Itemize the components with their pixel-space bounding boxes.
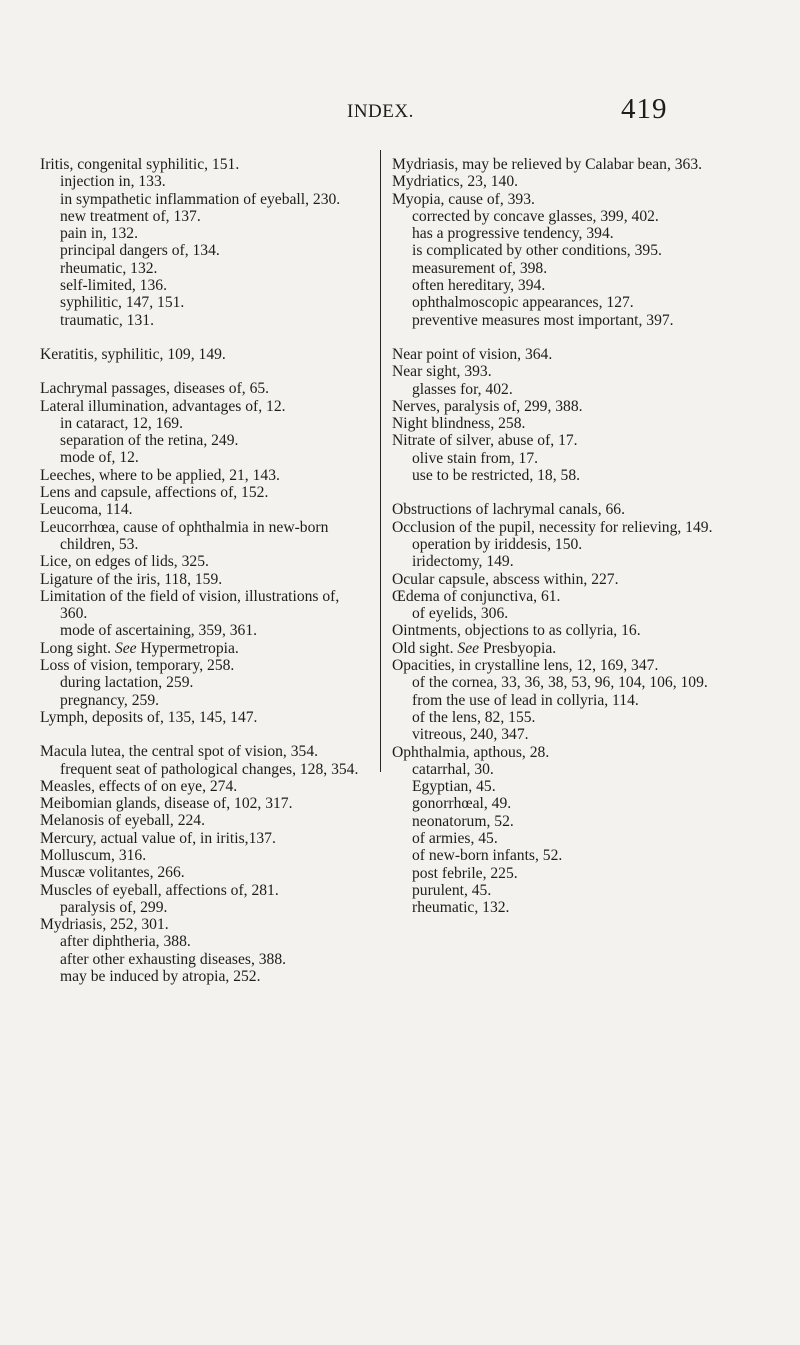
entry-text: often hereditary, 394.: [412, 277, 546, 295]
entry-text: paralysis of, 299.: [60, 898, 168, 916]
entry-text: Loss of vision, temporary, 258.: [40, 657, 235, 675]
entry-text: Œdema of conjunctiva, 61.: [392, 587, 561, 605]
index-subentry: [392, 605, 720, 622]
entry-text: Limitation of the field of vision, illustrations of, 360.: [40, 587, 340, 623]
entry-text: Egyptian, 45.: [412, 778, 496, 796]
entry-text: mode of ascertaining, 359, 361.: [60, 622, 258, 640]
entry-text: corrected by concave glasses, 399, 402.: [412, 207, 659, 225]
entry-text: injection in, 133.: [60, 173, 166, 191]
index-subentry: [392, 381, 720, 398]
entry-text: pregnancy, 259.: [60, 691, 160, 709]
index-subentry: [392, 692, 720, 709]
index-column-left: [40, 156, 365, 985]
entry-text: principal dangers of, 134.: [60, 242, 220, 260]
index-entry: [40, 398, 365, 415]
index-subentry: [40, 449, 365, 466]
index-subentry: [392, 830, 720, 847]
index-subentry: [392, 899, 720, 916]
index-subentry: [40, 951, 365, 968]
entry-text: of the cornea, 33, 36, 38, 53, 96, 104, 106, 109.: [412, 674, 708, 692]
entry-text: of armies, 45.: [412, 829, 498, 847]
index-entry: [392, 415, 720, 432]
entry-text: Opacities, in crystalline lens, 12, 169, 347.: [392, 657, 659, 675]
index-subentry: [392, 225, 720, 242]
index-subentry: [392, 294, 720, 311]
entry-text: is complicated by other conditions, 395.: [412, 242, 662, 260]
entry-text: Mydriatics, 23, 140.: [392, 173, 519, 191]
index-entry: [40, 571, 365, 588]
entry-text: catarrhal, 30.: [412, 760, 494, 778]
index-subentry: [392, 726, 720, 743]
index-subentry: [392, 242, 720, 259]
index-subentry: [392, 865, 720, 882]
index-entry: [40, 882, 365, 899]
entry-text: purulent, 45.: [412, 881, 492, 899]
entry-text: Myopia, cause of, 393.: [392, 190, 535, 208]
index-entry: [40, 812, 365, 829]
index-entry: [40, 657, 365, 674]
index-entry: [40, 795, 365, 812]
entry-text: has a progressive tendency, 394.: [412, 225, 614, 243]
entry-text: post febrile, 225.: [412, 864, 518, 882]
entry-text: Ophthalmia, apthous, 28.: [392, 743, 550, 761]
entry-text: Keratitis, syphilitic, 109, 149.: [40, 345, 226, 363]
entry-text: after other exhausting diseases, 388.: [60, 950, 287, 968]
cross-reference-target: Presbyopia.: [482, 639, 557, 657]
index-column-right: [392, 156, 720, 916]
index-subentry: [40, 294, 365, 311]
entry-text: use to be restricted, 18, 58.: [412, 467, 581, 485]
index-entry: [40, 519, 365, 554]
index-entry: [392, 173, 720, 190]
index-entry: [392, 432, 720, 449]
page-number: 419: [621, 93, 668, 125]
index-subentry: [40, 692, 365, 709]
index-entry: [40, 467, 365, 484]
index-subentry: [40, 191, 365, 208]
index-subentry: [40, 312, 365, 329]
entry-text: Lens and capsule, affections of, 152.: [40, 484, 269, 502]
index-subentry: [40, 761, 365, 778]
entry-text: preventive measures most important, 397.: [412, 311, 674, 329]
entry-text: pain in, 132.: [60, 225, 138, 243]
entry-text: operation by iriddesis, 150.: [412, 535, 583, 553]
index-subentry: [40, 899, 365, 916]
entry-text: Nitrate of silver, abuse of, 17.: [392, 432, 578, 450]
page-header: [0, 93, 800, 133]
index-entry: [40, 380, 365, 397]
index-subentry: [392, 260, 720, 277]
index-entry: [40, 346, 365, 363]
index-entry: [40, 484, 365, 501]
entry-text: of eyelids, 306.: [412, 605, 509, 623]
index-subentry: [40, 242, 365, 259]
entry-text: Nerves, paralysis of, 299, 388.: [392, 397, 583, 415]
entry-text: Iritis, congenital syphilitic, 151.: [40, 156, 240, 173]
index-subentry: [392, 847, 720, 864]
index-entry: [40, 588, 365, 623]
entry-text: Ligature of the iris, 118, 159.: [40, 570, 223, 588]
index-subentry: [392, 761, 720, 778]
index-entry: [40, 916, 365, 933]
entry-text: Melanosis of eyeball, 224.: [40, 812, 205, 830]
entry-text: gonorrhœal, 49.: [412, 795, 512, 813]
column-divider: [380, 150, 381, 772]
index-entry: [40, 778, 365, 795]
entry-text: measurement of, 398.: [412, 259, 548, 277]
index-subentry: [40, 260, 365, 277]
entry-text: neonatorum, 52.: [412, 812, 514, 830]
index-subentry: [392, 536, 720, 553]
running-head: INDEX.: [347, 101, 414, 122]
index-entry: [392, 588, 720, 605]
entry-text: Mydriasis, 252, 301.: [40, 916, 169, 934]
entry-text: Muscles of eyeball, affections of, 281.: [40, 881, 279, 899]
index-subentry: [392, 312, 720, 329]
index-entry: [392, 156, 720, 173]
entry-text: Near point of vision, 364.: [392, 345, 553, 363]
index-entry: [40, 830, 365, 847]
index-entry: [392, 571, 720, 588]
index-entry: [40, 709, 365, 726]
see-reference: See: [114, 639, 137, 657]
index-entry: [392, 622, 720, 639]
index-subentry: [40, 432, 365, 449]
entry-text: Ocular capsule, abscess within, 227.: [392, 570, 619, 588]
cross-reference-target: Hypermetropia.: [140, 639, 239, 657]
index-subentry: [392, 450, 720, 467]
index-entry: [40, 553, 365, 570]
index-subentry: [40, 933, 365, 950]
index-entry: [392, 191, 720, 208]
index-entry: [392, 501, 720, 518]
entry-text: Muscæ volitantes, 266.: [40, 864, 185, 882]
entry-text: after diphtheria, 388.: [60, 933, 191, 951]
index-entry: [40, 743, 365, 760]
index-entry: [40, 640, 365, 657]
index-subentry: [40, 173, 365, 190]
index-entry: [392, 657, 720, 674]
entry-text: Lice, on edges of lids, 325.: [40, 553, 209, 571]
index-subentry: [40, 415, 365, 432]
index-subentry: [392, 778, 720, 795]
entry-text: of new-born infants, 52.: [412, 847, 563, 865]
entry-text: frequent seat of pathological changes, 128, 354.: [60, 760, 359, 778]
entry-text: mode of, 12.: [60, 449, 139, 467]
index-entry: [40, 501, 365, 518]
index-subentry: [40, 622, 365, 639]
entry-text: Near sight, 393.: [392, 363, 492, 381]
index-entry: [392, 519, 720, 536]
see-reference: See: [457, 639, 480, 657]
index-subentry: [40, 674, 365, 691]
entry-text: Meibomian glands, disease of, 102, 317.: [40, 795, 293, 813]
index-subentry: [40, 225, 365, 242]
entry-text: traumatic, 131.: [60, 311, 154, 329]
index-entry: [392, 640, 720, 657]
entry-text: from the use of lead in collyria, 114.: [412, 691, 639, 709]
entry-text: Lymph, deposits of, 135, 145, 147.: [40, 708, 258, 726]
index-subentry: [392, 813, 720, 830]
entry-text: Lateral illumination, advantages of, 12.: [40, 397, 286, 415]
index-subentry: [392, 208, 720, 225]
entry-text: Night blindness, 258.: [392, 415, 526, 433]
index-subentry: [392, 553, 720, 570]
entry-text: Molluscum, 316.: [40, 846, 147, 864]
entry-text: Old sight.: [392, 639, 454, 657]
entry-text: in cataract, 12, 169.: [60, 414, 183, 432]
entry-text: Leucorrhœa, cause of ophthalmia in new-born children, 53.: [40, 518, 329, 553]
entry-text: Measles, effects of on eye, 274.: [40, 777, 238, 795]
index-subentry: [40, 208, 365, 225]
entry-text: new treatment of, 137.: [60, 207, 201, 225]
entry-text: ophthalmoscopic appearances, 127.: [412, 294, 634, 312]
index-subentry: [392, 277, 720, 294]
index-subentry: [392, 709, 720, 726]
index-entry: [40, 864, 365, 881]
entry-text: Occlusion of the pupil, necessity for relieving, 149.: [392, 518, 713, 536]
entry-text: self-limited, 136.: [60, 277, 167, 295]
entry-text: Long sight.: [40, 639, 112, 657]
entry-text: olive stain from, 17.: [412, 449, 539, 467]
entry-text: Ointments, objections to as collyria, 16.: [392, 622, 641, 640]
index-entry: [40, 847, 365, 864]
entry-text: Mydriasis, may be relieved by Calabar bean, 363.: [392, 156, 703, 173]
entry-text: Macula lutea, the central spot of vision, 354.: [40, 743, 319, 761]
entry-text: rheumatic, 132.: [60, 259, 158, 277]
index-subentry: [392, 467, 720, 484]
index-entry: [392, 398, 720, 415]
entry-text: Lachrymal passages, diseases of, 65.: [40, 380, 270, 398]
entry-text: of the lens, 82, 155.: [412, 708, 536, 726]
index-entry: [392, 744, 720, 761]
entry-text: during lactation, 259.: [60, 674, 194, 692]
index-subentry: [392, 674, 720, 691]
entry-text: syphilitic, 147, 151.: [60, 294, 185, 312]
index-entry: [392, 346, 720, 363]
entry-text: Leucoma, 114.: [40, 501, 133, 519]
entry-text: separation of the retina, 249.: [60, 432, 239, 450]
entry-text: rheumatic, 132.: [412, 899, 510, 917]
index-subentry: [392, 882, 720, 899]
index-entry: [392, 363, 720, 380]
index-subentry: [392, 795, 720, 812]
entry-text: Leeches, where to be applied, 21, 143.: [40, 466, 280, 484]
index-subentry: [40, 968, 365, 985]
index-entry: [40, 156, 365, 173]
index-subentry: [40, 277, 365, 294]
entry-text: Mercury, actual value of, in iritis,137.: [40, 829, 276, 847]
entry-text: glasses for, 402.: [412, 380, 513, 398]
entry-text: vitreous, 240, 347.: [412, 726, 529, 744]
entry-text: iridectomy, 149.: [412, 553, 514, 571]
entry-text: Obstructions of lachrymal canals, 66.: [392, 501, 625, 519]
entry-text: in sympathetic inflammation of eyeball, 230.: [60, 190, 341, 208]
entry-text: may be induced by atropia, 252.: [60, 968, 261, 986]
